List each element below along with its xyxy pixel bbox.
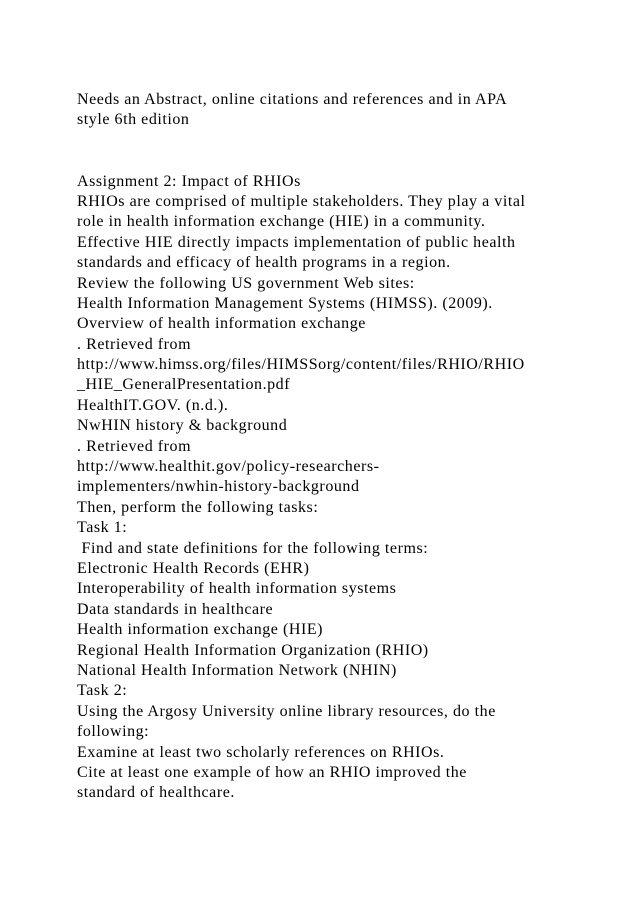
- body-line: standard of healthcare.: [77, 784, 235, 802]
- reference-line: . Retrieved from: [77, 335, 192, 353]
- task-heading: Task 2:: [77, 682, 128, 700]
- body-line: Effective HIE directly impacts implementation of public health: [77, 233, 516, 251]
- reference-line: HealthIT.GOV. (n.d.).: [77, 396, 229, 414]
- intro-line: Needs an Abstract, online citations and references and in APA: [77, 91, 508, 108]
- body-line: role in health information exchange (HIE) in a community.: [77, 213, 486, 231]
- reference-line: Overview of health information exchange: [77, 315, 366, 333]
- reference-line: . Retrieved from: [77, 437, 192, 455]
- body-line: standards and efficacy of health programs in a region.: [77, 254, 451, 272]
- body-line: Then, perform the following tasks:: [77, 498, 319, 516]
- body-line: Find and state definitions for the following terms:: [77, 539, 429, 557]
- assignment-title: Assignment 2: Impact of RHIOs: [77, 172, 301, 190]
- term-item: Data standards in healthcare: [77, 600, 274, 618]
- body-line: Review the following US government Web sites:: [77, 274, 415, 292]
- body-line: Cite at least one example of how an RHIO improved the: [77, 763, 467, 781]
- term-item: National Health Information Network (NHIN): [77, 661, 397, 679]
- task-heading: Task 1:: [77, 519, 128, 537]
- reference-line: NwHIN history & background: [77, 417, 288, 435]
- reference-url: http://www.healthit.gov/policy-researchers-: [77, 458, 380, 476]
- paragraph-gap: [77, 131, 622, 172]
- intro-line: style 6th edition: [77, 111, 190, 129]
- body-line: following:: [77, 723, 150, 741]
- body-line: Using the Argosy University online library resources, do the: [77, 702, 496, 720]
- body-line: Examine at least two scholarly references on RHIOs.: [77, 743, 445, 761]
- term-item: Electronic Health Records (EHR): [77, 560, 310, 577]
- reference-url: implementers/nwhin-history-background: [77, 478, 360, 496]
- body-line: RHIOs are comprised of multiple stakeholders. They play a vital: [77, 192, 526, 210]
- reference-line: Health Information Management Systems (HIMSS). (2009).: [77, 294, 493, 312]
- reference-url: http://www.himss.org/files/HIMSSorg/content/files/RHIO/RHIO: [77, 356, 525, 374]
- term-item: Health information exchange (HIE): [77, 621, 324, 639]
- term-item: Interoperability of health information systems: [77, 580, 397, 598]
- term-item: Regional Health Information Organization (RHIO): [77, 641, 429, 659]
- reference-url: _HIE_GeneralPresentation.pdf: [77, 376, 291, 394]
- document-text: [77, 90, 622, 804]
